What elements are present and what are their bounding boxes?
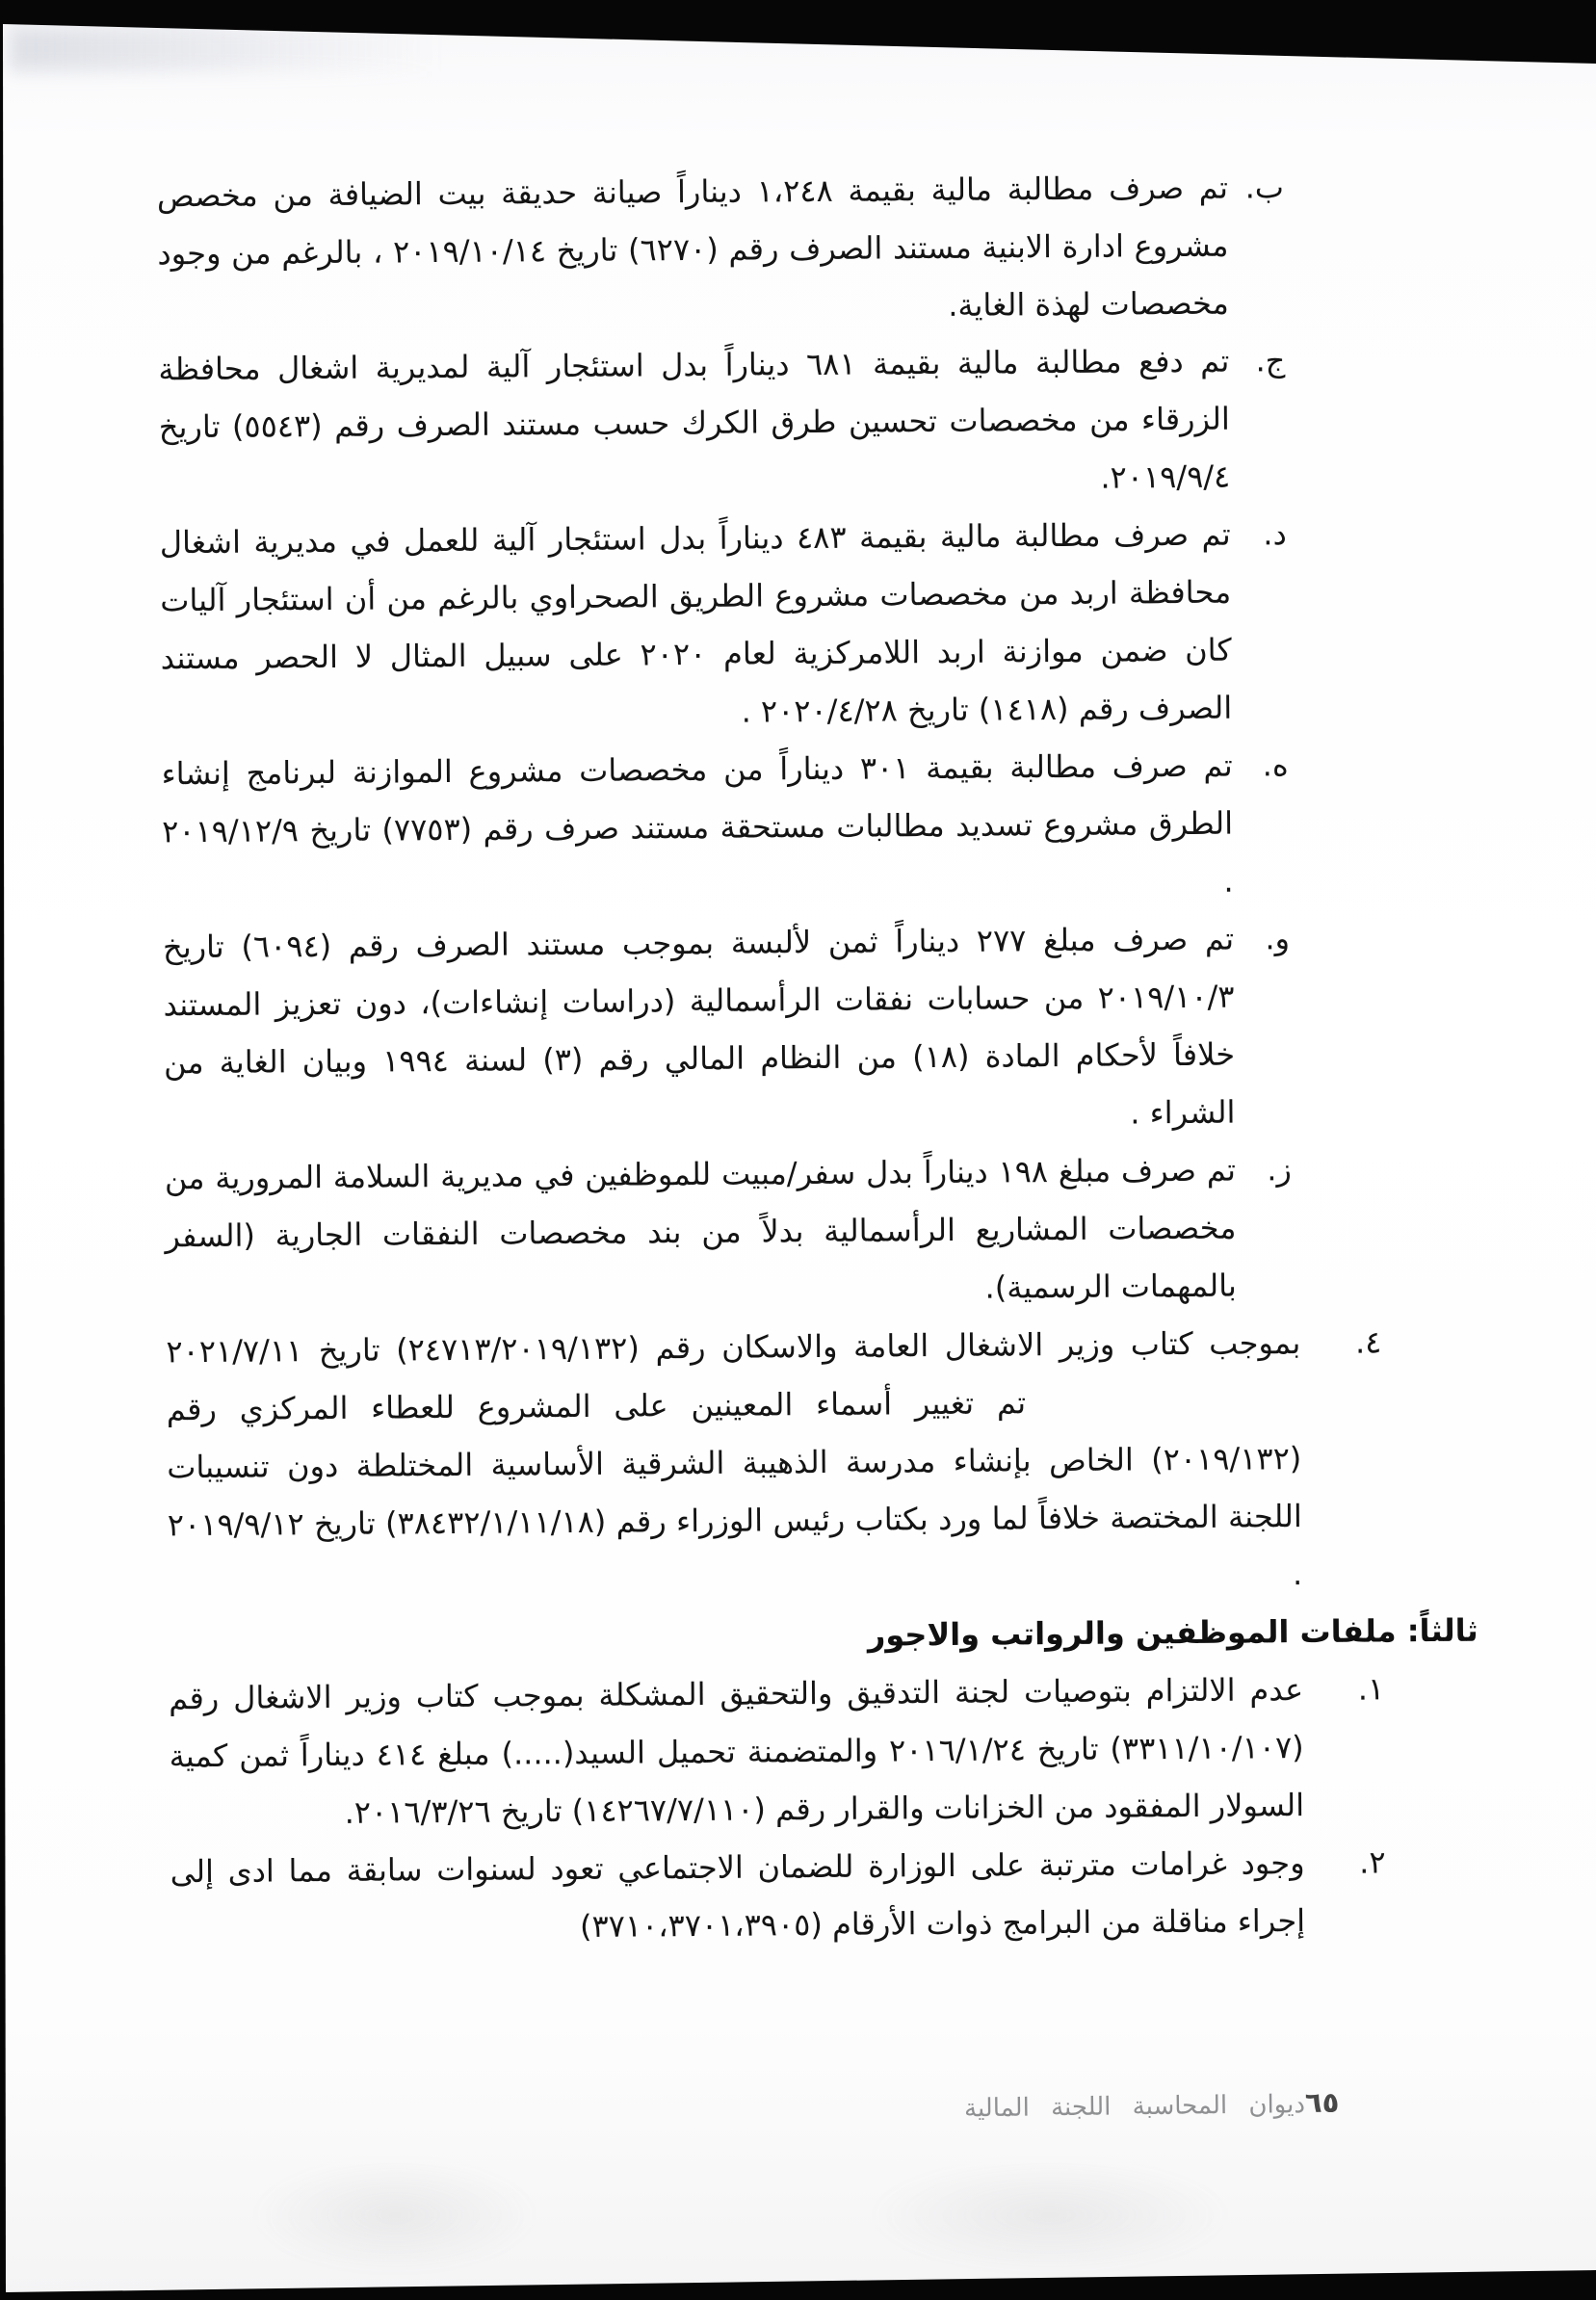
scan-shadow (867, 2157, 1233, 2273)
item-marker: ب. (1244, 169, 1285, 206)
item-text (166, 1314, 1302, 1611)
item-text: تم صرف مطالبة مالية بقيمة ٤٨٣ ديناراً بدل استئجار آلية للعمل في مديرية اشغال محافظة اربد من مخصصات مشروع الطريق الصحراوي بالرغم من أن استئجار آليات كان ضمن موازنة اربد اللامركزية لعام ٢٠٢٠ على سبيل المثال لا الحصر مستند الصرف رقم (١٤١٨) تاريخ ٢٠٢٠/٤/٢٨ . (159, 515, 1233, 730)
item-marker: ١. (1357, 1670, 1385, 1708)
list-item-ha (161, 735, 1472, 919)
item-text: تم صرف مطالبة بقيمة ٣٠١ ديناراً من مخصصات مشروع الموازنة لبرنامج إنشاء الطرق مشروع تسديد مطالبات مستحقة مستند صرف رقم (٧٧٥٣) تاريخ ٢٠١٩/١٢/٩ . (161, 746, 1234, 900)
list-item-1 (169, 1660, 1479, 1843)
item-text: وجود غرامات مترتبة على الوزارة للضمان الاجتماعي تعود لسنوات سابقة مما ادى إلى إجراء مناقلة من البرامج ذوات الأرقام (٣٧١٠،٣٧٠١،٣٩٠٥) (170, 1844, 1306, 1945)
list-item-2 (170, 1833, 1480, 1959)
list-item-jeem (158, 330, 1469, 514)
document-body (157, 157, 1481, 1959)
item-text: تم صرف مبلغ ٢٧٧ ديناراً ثمن لألبسة بموجب مستند الصرف رقم (٦٠٩٤) تاريخ ٢٠١٩/١٠/٣ من حسابات نفقات الرأسمالية (دراسات إنشاءات)، دون تعزيز المستند خلافاً لأحكام المادة (١٨) من النظام المالي رقم (٣) لسنة ١٩٩٤ وبيان الغاية من الشراء . (162, 920, 1236, 1132)
section-heading-third: ثالثاً: ملفات الموظفين والرواتب والاجور (867, 1611, 1478, 1654)
list-item-zay (165, 1139, 1476, 1323)
list-item-ba (157, 157, 1468, 341)
tab-gap (1049, 1410, 1301, 1413)
item-marker: د. (1263, 515, 1287, 553)
item-text: تم صرف مطالبة مالية بقيمة ١،٢٤٨ ديناراً صيانة حديقة بيت الضيافة من مخصص مشروع ادارة الابنية مستند الصرف رقم (٦٢٧٠) تاريخ ٢٠١٩/١٠/١٤ ، بالرغم من وجود مخصصات لهذة الغاية. (156, 169, 1230, 324)
item-text: عدم الالتزام بتوصيات لجنة التدقيق والتحقيق المشكلة بموجب كتاب وزير الاشغال رقم (٣٣١١/١٠/١٠٧) تاريخ ٢٠١٦/١/٢٤ والمتضمنة تحميل السيد(.....) مبلغ ٤١٤ ديناراً ثمن كمية السولار المفقود من الخزانات والقرار رقم (١٤٢٦٧/٧/١١٠) تاريخ ٢٠١٦/٣/٢٦. (169, 1671, 1305, 1831)
page-number: ٦٥ (1304, 2085, 1340, 2120)
item-marker: ز. (1267, 1151, 1293, 1189)
item-marker: ه. (1262, 746, 1289, 784)
footer-label: ديوان المحاسبة اللجنة المالية (963, 2090, 1305, 2124)
item-marker: و. (1265, 920, 1291, 957)
item-text-after-gap: تم تغيير أسماء المعينين على المشروع للعطاء المركزي رقم (٢٠١٩/١٣٢) الخاص بإنشاء مدرسة الذهيبة الشرقية الأساسية المختلطة دون تنسيبات اللجنة المختصة خلافاً لما ورد بكتاب رئيس الوزراء رقم (٣٨٤٣٢/١/١١/١٨) تاريخ ٢٠١٩/٩/١٢ . (166, 1384, 1303, 1593)
list-item-waw (163, 908, 1475, 1150)
scan-shadow (250, 2157, 539, 2273)
item-text-before-gap: بموجب كتاب وزير الاشغال العامة والاسكان رقم (٢٤٧١٣/٢٠١٩/١٣٢) تاريخ ٢٠٢١/٧/١١ (166, 1324, 1301, 1371)
item-text: تم صرف مبلغ ١٩٨ ديناراً بدل سفر/مبيت للموظفين في مديرية السلامة المرورية من مخصصات المشاريع الرأسمالية بدلاً من بند مخصصات النفقات الجارية (السفر بالمهمات الرسمية). (164, 1151, 1238, 1306)
item-marker: ٤. (1354, 1323, 1382, 1361)
list-item-dal (160, 504, 1472, 745)
item-marker: ج. (1255, 342, 1286, 379)
page-footer (963, 2086, 1339, 2124)
list-item-4 (166, 1313, 1478, 1612)
scan-smudge (10, 27, 549, 71)
item-marker: ٢. (1359, 1843, 1386, 1881)
item-text: تم دفع مطالبة مالية بقيمة ٦٨١ ديناراً بدل استئجار آلية لمديرية اشغال محافظة الزرقاء من مخصصات تحسين طرق الكرك حسب مستند الصرف رقم (٥٥٤٣) تاريخ ٢٠١٩/٩/٤. (158, 342, 1231, 496)
